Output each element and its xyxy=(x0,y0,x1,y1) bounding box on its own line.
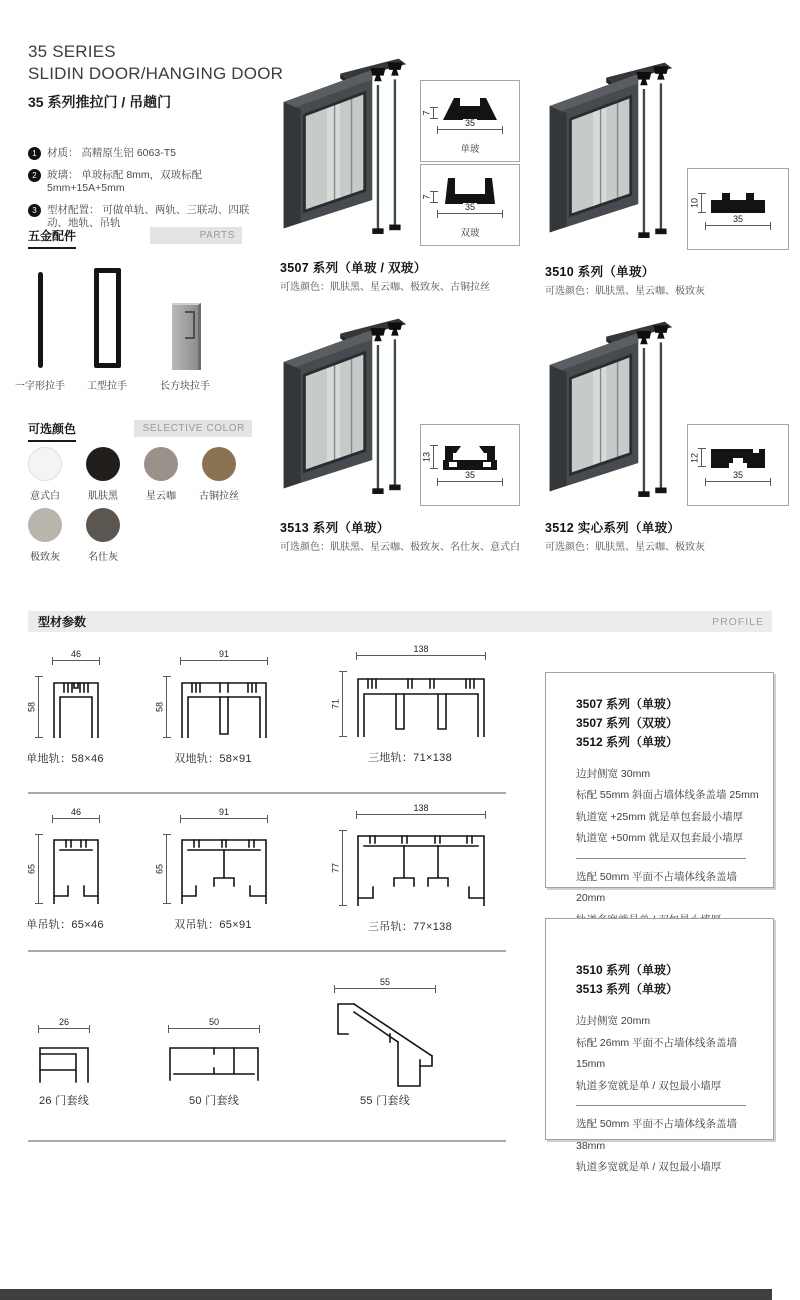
profile-fig-floor-track-single xyxy=(26,649,104,773)
colors-title-cn: 可选颜色 xyxy=(28,420,76,442)
profile-fig-casing-50 xyxy=(168,1017,260,1111)
profile-caption: 三吊轨：77×138 xyxy=(367,921,452,933)
color-swatch xyxy=(28,447,62,481)
spec-list xyxy=(28,147,258,239)
handle-straight-image xyxy=(38,272,43,368)
profile-fig-hanging-track-double xyxy=(154,807,268,936)
spec-box-3507-3512 xyxy=(545,672,774,905)
profile-cross-section-drawing xyxy=(441,443,499,471)
profile-drawing xyxy=(168,1040,260,1082)
profile-drawing xyxy=(180,676,268,738)
colors-section-header xyxy=(28,420,252,442)
spec-text: 型材配置： 可做单轨、两轨、三联动、四联动、地轨、吊轨 xyxy=(47,204,250,229)
parts-section-header xyxy=(28,227,242,249)
spec-number-badge: 1 xyxy=(28,147,41,160)
profile-drawing xyxy=(52,676,100,738)
swatch-label: 极致灰 xyxy=(30,552,60,563)
profile-fig-floor-track-triple xyxy=(330,644,486,773)
spec-text: 材质： 高精原生铝 6063-T5 xyxy=(47,147,176,159)
profile-fig-hanging-track-triple xyxy=(330,803,486,938)
swatch-label: 古铜拉丝 xyxy=(199,491,239,502)
product-title: 3512 实心系列（单玻） xyxy=(545,521,681,535)
profile-caption: 双地轨：58×91 xyxy=(174,753,252,765)
spec-item xyxy=(28,147,258,160)
height-dimension: 65 xyxy=(38,834,39,904)
color-swatch xyxy=(86,508,120,542)
width-dimension: 138 xyxy=(356,655,486,656)
profile-title-en: PROFILE xyxy=(712,615,764,628)
spec-box-title: 3510 系列（单玻） xyxy=(576,963,679,977)
spec-box-line: 边封侧宽 20mm xyxy=(576,1015,651,1028)
spec-box-line: 轨道宽 +50mm 就是双包套最小墙厚 xyxy=(576,832,744,845)
series-title-cn: 35 系列推拉门 / 吊趟门 xyxy=(28,94,172,110)
profile-drawing xyxy=(180,834,268,904)
profile-fig-floor-track-double xyxy=(154,649,268,773)
spec-number-badge: 3 xyxy=(28,204,41,217)
glass-type-label: 单玻 xyxy=(460,144,480,155)
width-dimension: 46 xyxy=(52,818,100,819)
height-dimension: 77 xyxy=(342,830,343,906)
spec-text: 玻璃： 单玻标配 8mm，双玻标配 5mm+15A+5mm xyxy=(47,169,203,194)
door-render-3510 xyxy=(544,56,676,254)
spec-box-divider xyxy=(576,1105,746,1106)
height-dimension: 7 xyxy=(433,107,434,119)
color-swatch xyxy=(144,447,178,481)
profile-caption: 单地轨：58×46 xyxy=(26,753,104,765)
footer-bar xyxy=(0,1289,772,1300)
spec-box-line: 轨道多宽就是单 / 双包最小墙厚 xyxy=(576,1161,722,1174)
height-dimension: 65 xyxy=(166,834,167,904)
divider-line xyxy=(28,1140,506,1142)
swatch-label: 星云咖 xyxy=(146,491,176,502)
part-label: 工型拉手 xyxy=(87,381,127,392)
product-colors: 可选颜色：肌肤黑、星云咖、极致灰 xyxy=(545,286,705,297)
width-dimension: 91 xyxy=(180,818,268,819)
profile-fig-casing-55 xyxy=(334,977,436,1111)
height-dimension: 71 xyxy=(342,671,343,737)
profile-caption: 单吊轨：65×46 xyxy=(26,919,104,931)
spec-box-line: 轨道多宽就是单 / 双包最小墙厚 xyxy=(576,1079,722,1092)
cross-section-box-3513 xyxy=(420,424,520,506)
width-dimension: 46 xyxy=(52,660,100,661)
width-dimension: 35 xyxy=(705,481,771,482)
door-render-3512 xyxy=(544,315,676,513)
product-colors: 可选颜色：肌肤黑、星云咖、极致灰、名仕灰、意式白 xyxy=(280,542,520,553)
profile-caption: 55 门套线 xyxy=(359,1095,411,1107)
series-title-en-1: 35 SERIES xyxy=(28,42,116,61)
profile-caption: 双吊轨：65×91 xyxy=(174,919,252,931)
height-dimension: 12 xyxy=(701,448,702,467)
spec-box-title: 3512 系列（单玻） xyxy=(576,735,679,750)
door-render-3513 xyxy=(278,312,410,510)
divider-line xyxy=(28,950,506,952)
spec-box-line: 选配 50mm 平面不占墙体线条盖墙 20mm xyxy=(576,870,738,905)
profile-caption: 50 门套线 xyxy=(188,1095,240,1107)
width-dimension: 35 xyxy=(705,225,771,226)
spec-box-title: 3507 系列（双玻） xyxy=(576,716,679,731)
handle-block-image xyxy=(172,303,201,370)
height-dimension: 7 xyxy=(433,191,434,203)
height-dimension: 13 xyxy=(433,445,434,469)
profile-drawing xyxy=(356,830,486,906)
width-dimension: 35 xyxy=(437,481,503,482)
height-dimension: 10 xyxy=(701,193,702,213)
spec-box-title: 3507 系列（单玻） xyxy=(576,697,679,711)
swatch-label: 肌肤黑 xyxy=(88,491,118,502)
handle-block-hook xyxy=(185,311,195,339)
profile-title-cn: 型材参数 xyxy=(38,615,87,629)
profile-section-header xyxy=(28,611,772,632)
spec-item xyxy=(28,169,258,195)
spec-box-3510-3513 xyxy=(545,918,774,1174)
glass-type-label: 双玻 xyxy=(460,228,480,239)
color-swatch xyxy=(86,447,120,481)
product-colors: 可选颜色：肌肤黑、星云咖、极致灰、古铜拉丝 xyxy=(280,282,490,293)
profile-fig-hanging-track-single xyxy=(26,807,104,936)
width-dimension: 55 xyxy=(334,988,436,989)
profile-cross-section-drawing xyxy=(709,191,767,215)
divider-line xyxy=(28,792,506,794)
profile-cross-section-drawing xyxy=(441,175,499,205)
profile-cross-section-drawing xyxy=(441,91,499,121)
color-swatch xyxy=(202,447,236,481)
parts-title-en: PARTS xyxy=(150,227,242,244)
swatch-label: 意式白 xyxy=(30,491,60,502)
swatch-label: 名仕灰 xyxy=(88,552,118,563)
part-label: 长方块拉手 xyxy=(160,381,210,392)
cross-section-box-3512 xyxy=(687,424,789,506)
spec-box-line: 标配 55mm 斜面占墙体线条盖墙 25mm xyxy=(576,789,759,802)
height-dimension: 58 xyxy=(166,676,167,738)
product-title: 3510 系列（单玻） xyxy=(545,265,655,279)
series-title-en-2: SLIDIN DOOR/HANGING DOOR xyxy=(28,64,284,83)
product-title: 3513 系列（单玻） xyxy=(280,521,390,535)
width-dimension: 138 xyxy=(356,814,486,815)
spec-number-badge: 2 xyxy=(28,169,41,182)
spec-box-line: 标配 26mm 平面不占墙体线条盖墙 15mm xyxy=(576,1036,738,1071)
spec-box-divider xyxy=(576,858,746,859)
cross-section-box-3507-single xyxy=(420,80,520,162)
spec-box-line: 轨道宽 +25mm 就是单包套最小墙厚 xyxy=(576,810,744,823)
profile-cross-section-drawing xyxy=(709,447,767,469)
spec-box-line: 边封侧宽 30mm xyxy=(576,767,651,780)
handle-frame-image xyxy=(94,268,121,368)
width-dimension: 91 xyxy=(180,660,268,661)
product-title: 3507 系列（单玻 / 双玻） xyxy=(280,261,427,275)
profile-caption: 三地轨：71×138 xyxy=(367,752,452,764)
product-colors: 可选颜色：肌肤黑、星云咖、极致灰 xyxy=(545,542,705,553)
width-dimension: 26 xyxy=(38,1028,90,1029)
profile-caption: 26 门套线 xyxy=(38,1095,90,1107)
spec-box-title: 3513 系列（单玻） xyxy=(576,982,679,997)
height-dimension: 58 xyxy=(38,676,39,738)
part-label: 一字形拉手 xyxy=(15,381,65,392)
cross-section-box-3507-double xyxy=(420,164,520,246)
cross-section-box-3510 xyxy=(687,168,789,250)
width-dimension: 35 xyxy=(437,129,503,130)
profile-drawing xyxy=(52,834,100,904)
width-dimension: 35 xyxy=(437,213,503,214)
width-dimension: 50 xyxy=(168,1028,260,1029)
spec-box-line: 选配 50mm 平面不占墙体线条盖墙 38mm xyxy=(576,1118,738,1152)
door-render-3507 xyxy=(278,52,410,250)
profile-drawing xyxy=(356,671,486,737)
color-swatch xyxy=(28,508,62,542)
parts-title-cn: 五金配件 xyxy=(28,227,76,249)
profile-drawing xyxy=(334,998,436,1090)
profile-drawing xyxy=(38,1040,90,1084)
profile-fig-casing-26 xyxy=(38,1017,90,1111)
colors-title-en: SELECTIVE COLOR xyxy=(134,420,252,437)
